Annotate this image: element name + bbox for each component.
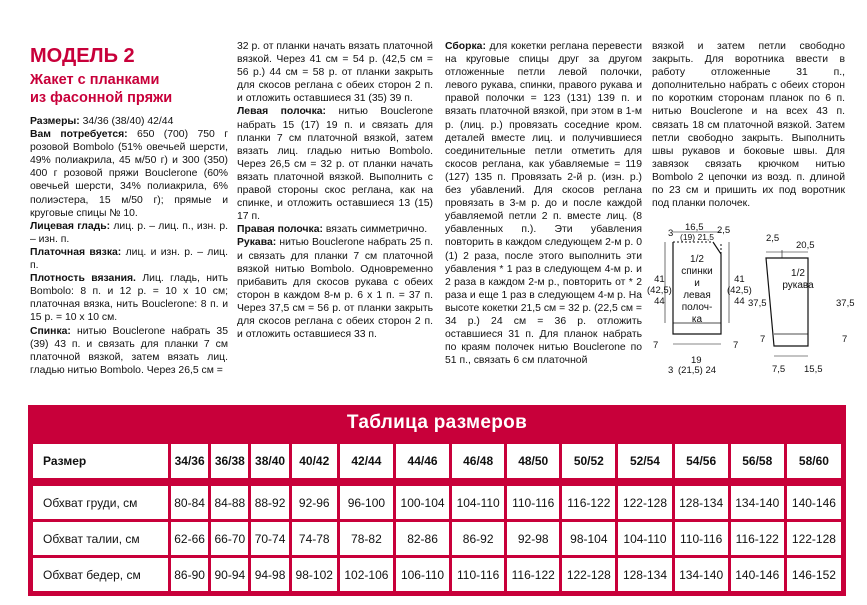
sleeve-paragraph xyxy=(237,236,433,341)
table-cell: 100-104 xyxy=(393,483,449,519)
materials-label: Вам потребуется: xyxy=(30,129,128,141)
table-cell: 88-92 xyxy=(248,483,288,519)
table-cell: 110-116 xyxy=(449,555,504,596)
materials-value: 650 (700) 750 г розовой Bombolo (51% овечьей шерсти, 49% полиакрила, 45 м/50 г) и 300 (350) 400 г розовой пряжи Bouclerone (60% овечьей шерсти, 34% полиакрила, 6% полиэстера, 15 м/50 г); прямые и круговые спицы № 10. xyxy=(30,129,228,219)
model-subtitle xyxy=(30,71,228,107)
table-cell: 146-152 xyxy=(784,555,846,596)
table-cell: 84-88 xyxy=(208,483,248,519)
size-header-cell: 36/38 xyxy=(208,441,248,483)
back-label-l5: полоч- xyxy=(681,302,713,313)
table-cell: 110-116 xyxy=(504,483,559,519)
back-right-h2: (42,5) xyxy=(727,285,752,296)
left-front-paragraph xyxy=(237,105,433,223)
back-label-l4: левая xyxy=(683,290,711,301)
table-cell: 134-140 xyxy=(728,483,784,519)
back-label-l3: и xyxy=(694,278,700,289)
sleeve-pattern-diagram xyxy=(748,228,855,378)
table-cell: 96-100 xyxy=(337,483,393,519)
sleeve-label: Рукава: xyxy=(237,237,277,249)
sizes-value: 34/36 (38/40) 42/44 xyxy=(79,116,174,127)
table-cell: 92-96 xyxy=(289,483,337,519)
size-table xyxy=(28,441,846,596)
text-column-1 xyxy=(30,40,228,377)
row-label: Обхват груди, см xyxy=(28,483,168,519)
back-continued: 32 р. от планки начать вязать платочной вязкой. Через 41 см = 54 р. (42,5 см = 56 р.) 44 см = 58 р. от планки закрыть для скосов реглана с обеих сторон 2 п. и отложить оставшиеся 31 (35) 39 п. xyxy=(237,41,433,105)
right-front-label: Правая полочка: xyxy=(237,224,323,236)
size-header-cell: 52/54 xyxy=(615,441,671,483)
sleeve-band-right: 7 xyxy=(842,334,848,345)
sleeve-top-left: 2,5 xyxy=(766,233,780,244)
table-cell: 140-146 xyxy=(728,555,784,596)
back-pattern-diagram xyxy=(645,222,752,382)
text-column-3 xyxy=(445,40,642,367)
stockinette-value: лиц. р. – лиц. п., изн. р. – изн. п. xyxy=(30,220,228,245)
size-header-cell: 48/50 xyxy=(504,441,559,483)
sleeve-bottom-left: 7,5 xyxy=(772,364,786,375)
table-cell: 122-128 xyxy=(615,483,671,519)
table-cell: 122-128 xyxy=(784,519,846,555)
back-left-height xyxy=(647,274,672,307)
table-cell: 122-128 xyxy=(559,555,615,596)
left-front-value: нитью Bouclerone набрать 15 (17) 19 п. и связать для планки 7 см платочной вязкой, затем вязать лиц. гладью нитью Bombolo. Через 26,5 см = 32 р. от планки начать вязать платочной вязкой. Выполнить с правой стороны скос реглана, как на спинке, и отложить оставшиеся 13 (15) 17 п. xyxy=(237,106,433,223)
table-cell: 104-110 xyxy=(449,483,504,519)
right-front-paragraph xyxy=(237,223,433,236)
table-cell: 82-86 xyxy=(393,519,449,555)
back-right-h3: 44 xyxy=(734,296,745,307)
back-top-dims3: 2,5 xyxy=(717,225,731,236)
table-row xyxy=(28,555,846,596)
back-left-h3: 44 xyxy=(654,296,665,307)
assembly-value: для кокетки реглана перевести на круговые спицы друг за другом отложенные петли левой полочки, левого рукава, спинки, правого рукава и правой полочки = 123 (131) 139 п. и вязать платочной вязкой, при этом в 1-м р. (лиц. р.) провязать соседние кром. деталей вместе лиц. и получившиеся соединительные петли отметить для скосов реглана, как убавляемые = 119 (127) 135 п. Провязать 2-й р. (изн. р.) без убавлений. Для скосов реглана провязать в 3-м р. до и после каждой убавляемой петли 2 п. вместе лиц. (8 убавленных п.). Эти убавления повторить в каждом следующем 2-м р. 0 (1) 2 раза, после этого выполнить эти убавления * 1 раз в следующем 4-м р. и 2 раза в каждом 2-м р., повторить от * 2 раза и еще 1 раз в следующем 4-м р. На высоте кокетки 21,5 см = 32 р. (22,5 см = 34 р.) 24 см = 36 р. отложить оставшиеся 31 п. Для планок набрать по краям полочек нитью Bouclerone по 51 п., связать 6 см платочной xyxy=(445,41,642,367)
garter-label: Платочная вязка: xyxy=(30,246,122,258)
size-header-cell: 50/52 xyxy=(559,441,615,483)
left-front-label: Левая полочка: xyxy=(237,106,327,118)
table-cell: 106-110 xyxy=(393,555,449,596)
back-left-h1: 41 xyxy=(654,274,665,285)
size-header-cell: 54/56 xyxy=(672,441,728,483)
back-label: Спинка: xyxy=(30,325,71,337)
table-cell: 92-98 xyxy=(504,519,559,555)
back-label-l1: 1/2 xyxy=(690,254,704,265)
row-label: Обхват бедер, см xyxy=(28,555,168,596)
table-cell: 98-104 xyxy=(559,519,615,555)
size-table-section xyxy=(28,405,846,598)
table-row xyxy=(28,519,846,555)
table-cell: 80-84 xyxy=(168,483,208,519)
size-header-cell: 56/58 xyxy=(728,441,784,483)
back-right-h1: 41 xyxy=(734,274,745,285)
sleeve-bottom-width: 15,5 xyxy=(804,364,823,375)
size-header-cell: 34/36 xyxy=(168,441,208,483)
right-front-value: вязать симметрично. xyxy=(322,224,428,236)
table-cell: 62-66 xyxy=(168,519,208,555)
model-subtitle-line2: из фасонной пряжи xyxy=(30,90,173,106)
back-value: нитью Bouclerone набрать 35 (39) 43 п. и связать для планки 7 см платочной вязкой, затем вязать лиц. гладью нитью Bombolo. Через 26,5 см = xyxy=(30,325,228,376)
density-value: Лиц. гладь, нить Bombolo: 8 п. и 12 р. = 10 x 10 см; платочная вязка, нить Bouclerone: 8 п. и 15 р. = 10 x 10 см. xyxy=(30,273,228,324)
materials-paragraph xyxy=(30,128,228,220)
row-label: Обхват талии, см xyxy=(28,519,168,555)
table-cell: 134-140 xyxy=(672,555,728,596)
back-left-h2: (42,5) xyxy=(647,285,672,296)
table-cell: 98-102 xyxy=(289,555,337,596)
table-cell: 110-116 xyxy=(672,519,728,555)
back-label-l2: спинки xyxy=(681,266,713,277)
back-label xyxy=(677,254,717,326)
table-row xyxy=(28,483,846,519)
table-cell: 78-82 xyxy=(337,519,393,555)
back-paragraph xyxy=(30,325,228,377)
table-cell: 102-106 xyxy=(337,555,393,596)
size-header-cell: 42/44 xyxy=(337,441,393,483)
size-header-cell: 40/42 xyxy=(289,441,337,483)
sleeve-label xyxy=(778,268,818,292)
back-bottom-w1: 19 xyxy=(691,355,702,366)
size-header-cell: 38/40 xyxy=(248,441,288,483)
sleeve-right-height: 37,5 xyxy=(836,298,855,309)
assembly-paragraph xyxy=(445,40,642,367)
garter-paragraph xyxy=(30,246,228,272)
table-cell: 128-134 xyxy=(615,555,671,596)
table-cell: 94-98 xyxy=(248,555,288,596)
sizes-paragraph xyxy=(30,115,228,128)
table-cell: 70-74 xyxy=(248,519,288,555)
table-cell: 116-122 xyxy=(559,483,615,519)
assembly-label: Сборка: xyxy=(445,41,486,52)
table-cell: 90-94 xyxy=(208,555,248,596)
sleeve-label-l2: рукава xyxy=(782,280,814,291)
back-label-l6: ка xyxy=(691,314,703,325)
size-header-label: Размер xyxy=(28,441,168,483)
size-header-cell: 46/48 xyxy=(449,441,504,483)
model-title: МОДЕЛЬ 2 xyxy=(30,45,135,67)
table-cell: 104-110 xyxy=(615,519,671,555)
table-cell: 86-92 xyxy=(449,519,504,555)
assembly-continued: вязкой и затем петли свободно закрыть. Для воротника ввести в работу отложенные 31 п., дополнительно набрать с обеих сторон по коротким сторонам планок по 6 п. нитью Bouclerone и на всех 43 п. связать 18 см платочной вязкой. Затем петли свободно закрыть. Выполнить швы рукавов и боковые швы. Для завязок связать крючком нитью Bombolo 2 цепочки из возд. п. длиной по 23 см и пришить их под воротник под планки полочек. xyxy=(652,41,845,210)
stockinette-label: Лицевая гладь: xyxy=(30,220,111,232)
sleeve-label-l1: 1/2 xyxy=(791,268,805,279)
back-bottom-w2: (21,5) 24 xyxy=(678,365,717,376)
size-header-cell: 58/60 xyxy=(784,441,846,483)
model-subtitle-line1: Жакет с планками xyxy=(30,72,160,88)
sleeve-top-width: 20,5 xyxy=(796,240,815,251)
text-column-4 xyxy=(652,40,845,210)
table-cell: 116-122 xyxy=(504,555,559,596)
back-bottom-3: 3 xyxy=(668,365,674,376)
size-header-row xyxy=(28,441,846,483)
size-header-cell: 44/46 xyxy=(393,441,449,483)
text-column-2 xyxy=(237,40,433,341)
back-band-left: 7 xyxy=(653,340,659,351)
density-label: Плотность вязания. xyxy=(30,273,136,285)
table-cell: 116-122 xyxy=(728,519,784,555)
garter-value: лиц. и изн. р. – лиц. п. xyxy=(30,246,228,272)
sleeve-left-height: 37,5 xyxy=(748,298,767,309)
table-cell: 86-90 xyxy=(168,555,208,596)
table-cell: 66-70 xyxy=(208,519,248,555)
size-table-title: Таблица размеров xyxy=(28,405,846,441)
table-cell: 74-78 xyxy=(289,519,337,555)
stockinette-paragraph xyxy=(30,220,228,246)
table-cell: 128-134 xyxy=(672,483,728,519)
sleeve-band-left: 7 xyxy=(760,334,766,345)
sizes-label: Размеры: xyxy=(30,116,80,127)
back-top-dims: 16,5 xyxy=(685,222,704,233)
table-cell: 140-146 xyxy=(784,483,846,519)
back-top-dims2: (19) 21,5 xyxy=(680,232,715,242)
back-top-3: 3 xyxy=(668,228,674,239)
density-paragraph xyxy=(30,272,228,324)
sleeve-value: нитью Bouclerone набрать 25 п. и связать для планки 7 см платочной вязкой нитью Bombolo. Одновременно прибавить для скосов рукава с обеих сторон в каждом 8-м р. 6 x 1 п. = 37 п. Через 37,5 см = 56 р. от планки закрыть для скосов реглана с обеих сторон 2 п. и отложить оставшиеся 33 п. xyxy=(237,237,433,341)
back-band-right: 7 xyxy=(733,340,739,351)
